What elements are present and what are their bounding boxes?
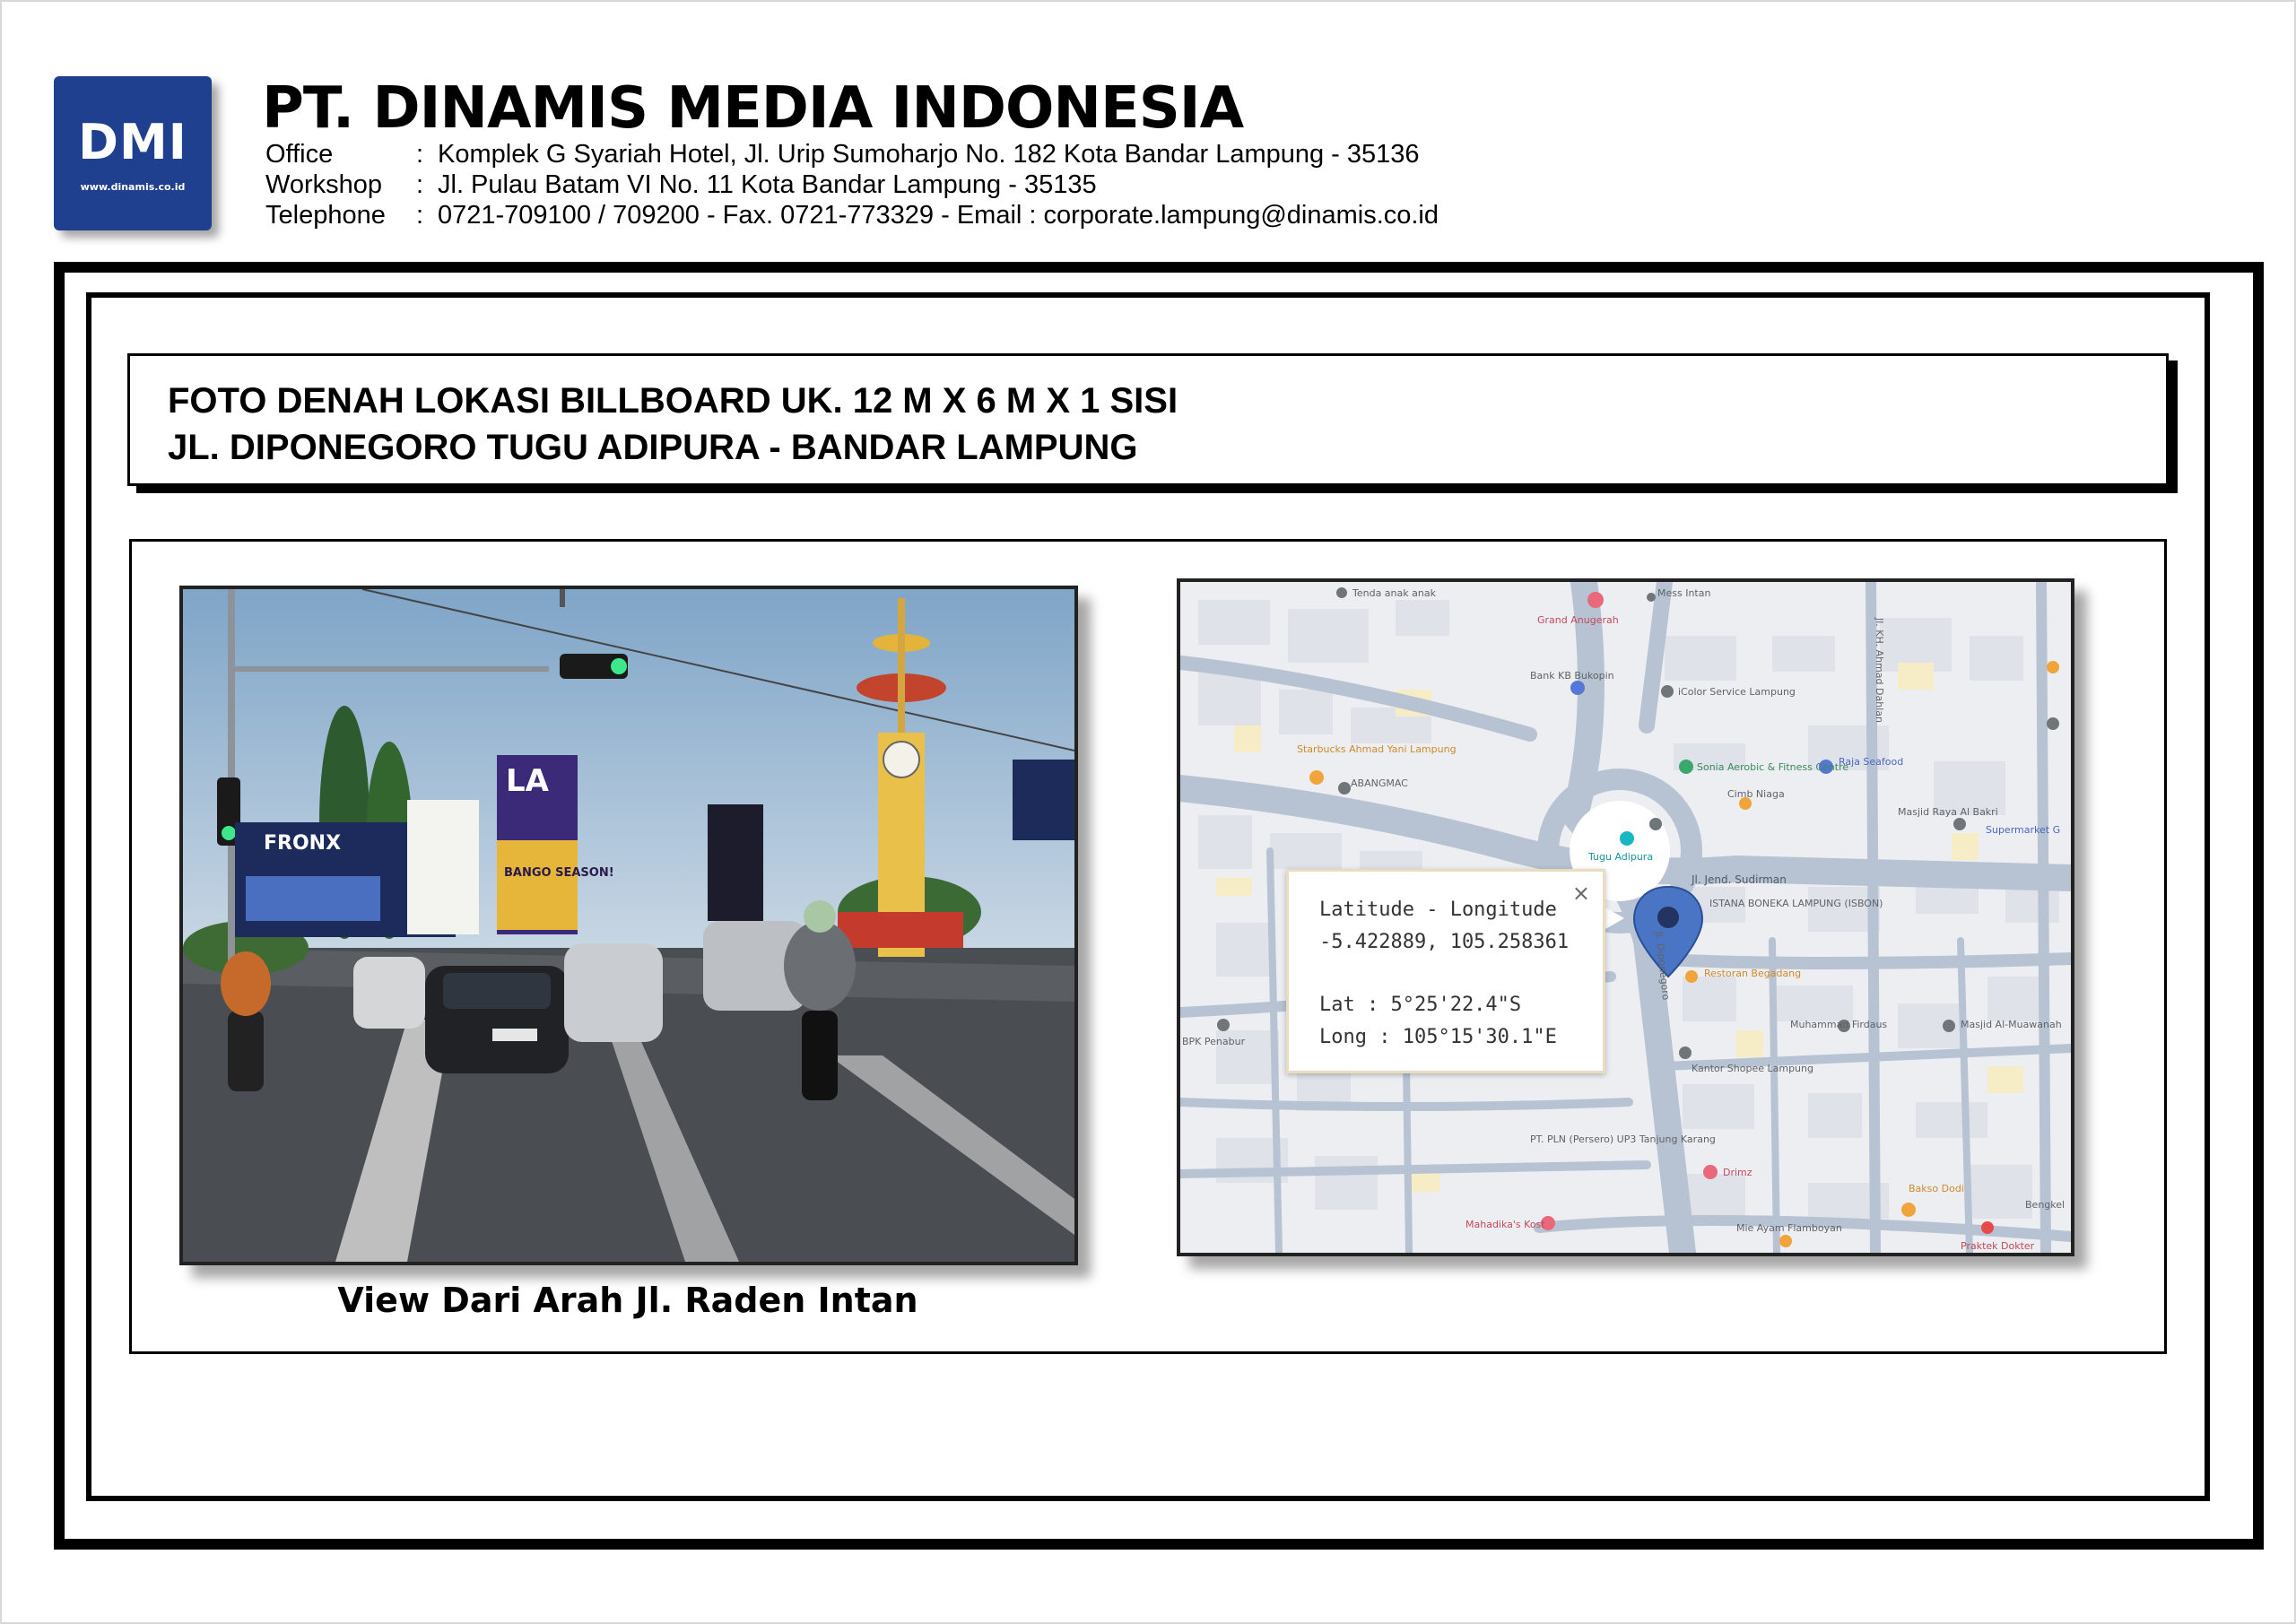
popup-latitude: Lat : 5°25'22.4"S (1319, 994, 1522, 1016)
billboard-portrait (407, 800, 479, 934)
map-label-kh-dahlan: Jl. KH. Ahmad Dahlan (1874, 618, 1885, 723)
map-label-raja: Raja Seafood (1839, 756, 1904, 768)
map-label-restoran: Restoran Begadang (1704, 968, 1802, 979)
map-label-pln: PT. PLN (Persero) UP3 Tanjung Karang (1530, 1133, 1716, 1145)
telephone-row (265, 201, 1439, 230)
map-label-mess: Mess Intan (1657, 587, 1711, 599)
map-label-drimz: Drimz (1723, 1167, 1752, 1178)
motorcycle (802, 1011, 838, 1100)
map-label-bakso: Bakso Dodi (1909, 1183, 1964, 1194)
telephone-separator: : (416, 201, 424, 230)
map-label-istana: ISTANA BONEKA LAMPUNG (ISBON) (1709, 898, 1883, 909)
workshop-address: Jl. Pulau Batam VI No. 11 Kota Bandar Lampung - 35135 (438, 170, 1097, 199)
company-logo (54, 76, 212, 230)
billboard-la-text: LA (506, 763, 549, 799)
popup-longitude: Long : 105°15'30.1"E (1319, 1026, 1557, 1048)
workshop-separator: : (416, 170, 424, 199)
telephone-label: Telephone (265, 201, 386, 230)
motorcycle (228, 1011, 264, 1091)
map-label-shopee: Kantor Shopee Lampung (1692, 1063, 1813, 1074)
photo-caption: View Dari Arah Jl. Raden Intan (337, 1281, 918, 1320)
office-row (265, 140, 1420, 169)
street-scene (183, 589, 1074, 1262)
map-label-bukopin: Bank KB Bukopin (1530, 670, 1614, 682)
map-label-grand: Grand Anugerah (1537, 614, 1619, 626)
map-label-abangmac: ABANGMAC (1351, 777, 1408, 789)
map-label-cimb: Cimb Niaga (1727, 788, 1785, 800)
location-photo (179, 586, 1078, 1265)
title-line-1: FOTO DENAH LOKASI BILLBOARD UK. 12 M X 6 M X 1 SISI (168, 381, 1178, 421)
office-address: Komplek G Syariah Hotel, Jl. Urip Sumoharjo No. 182 Kota Bandar Lampung - 35136 (438, 140, 1420, 169)
title-box (127, 353, 2169, 486)
logo-abbreviation: DMI (78, 114, 187, 170)
map-label-masjid-bakri: Masjid Raya Al Bakri (1898, 806, 1998, 818)
logo-website: www.dinamis.co.id (80, 181, 186, 193)
map-label-icolor: iColor Service Lampung (1678, 686, 1796, 698)
map-label-tugu: Tugu Adipura (1588, 851, 1654, 863)
office-label: Office (265, 140, 334, 169)
map-label-tenda: Tenda anak anak (1352, 587, 1436, 599)
popup-heading: Latitude - Longitude (1319, 899, 1557, 921)
workshop-row (265, 170, 1097, 200)
car (353, 957, 425, 1029)
map-label-supermarket: Supermarket G (1986, 824, 2061, 836)
office-separator: : (416, 140, 424, 169)
car (564, 943, 663, 1042)
map-label-muhammad: Muhammad Firdaus (1790, 1019, 1888, 1030)
map-label-praktek: Praktek Dokter (1961, 1240, 2035, 1252)
map-label-mie: Mie Ayam Flamboyan (1736, 1222, 1842, 1234)
coordinates-popup (1286, 869, 1605, 1073)
map-label-bpk: BPK Penabur (1182, 1036, 1246, 1047)
map-label-muawanah: Masjid Al-Muawanah (1961, 1019, 2062, 1030)
workshop-label: Workshop (265, 170, 383, 199)
popup-coordinates: -5.422889, 105.258361 (1319, 931, 1570, 953)
title-line-2: JL. DIPONEGORO TUGU ADIPURA - BANDAR LAMPUNG (168, 428, 1138, 467)
billboard-fronx-text: FRONX (264, 832, 342, 855)
map-label-mahadika: Mahadika's Kost (1465, 1219, 1545, 1230)
telephone-contacts: 0721-709100 / 709200 - Fax. 0721-773329 - Email : corporate.lampung@dinamis.co.id (438, 201, 1439, 230)
company-name: PT. DINAMIS MEDIA INDONESIA (262, 75, 1244, 142)
billboard-bango-text: BANGO SEASON! (504, 866, 614, 880)
map-label-sudirman: Jl. Jend. Sudirman (1692, 873, 1787, 886)
billboard-edge (1013, 760, 1074, 840)
billboard-right (708, 804, 763, 921)
map-label-diponegoro: Jl. Diponegoro (1653, 930, 1672, 1001)
map-label-starbucks: Starbucks Ahmad Yani Lampung (1297, 743, 1457, 755)
close-icon[interactable]: × (1571, 881, 1590, 906)
map-label-bengkel: Bengkel (2025, 1199, 2066, 1211)
map-label-sonia: Sonia Aerobic & Fitness Centre (1697, 761, 1849, 773)
